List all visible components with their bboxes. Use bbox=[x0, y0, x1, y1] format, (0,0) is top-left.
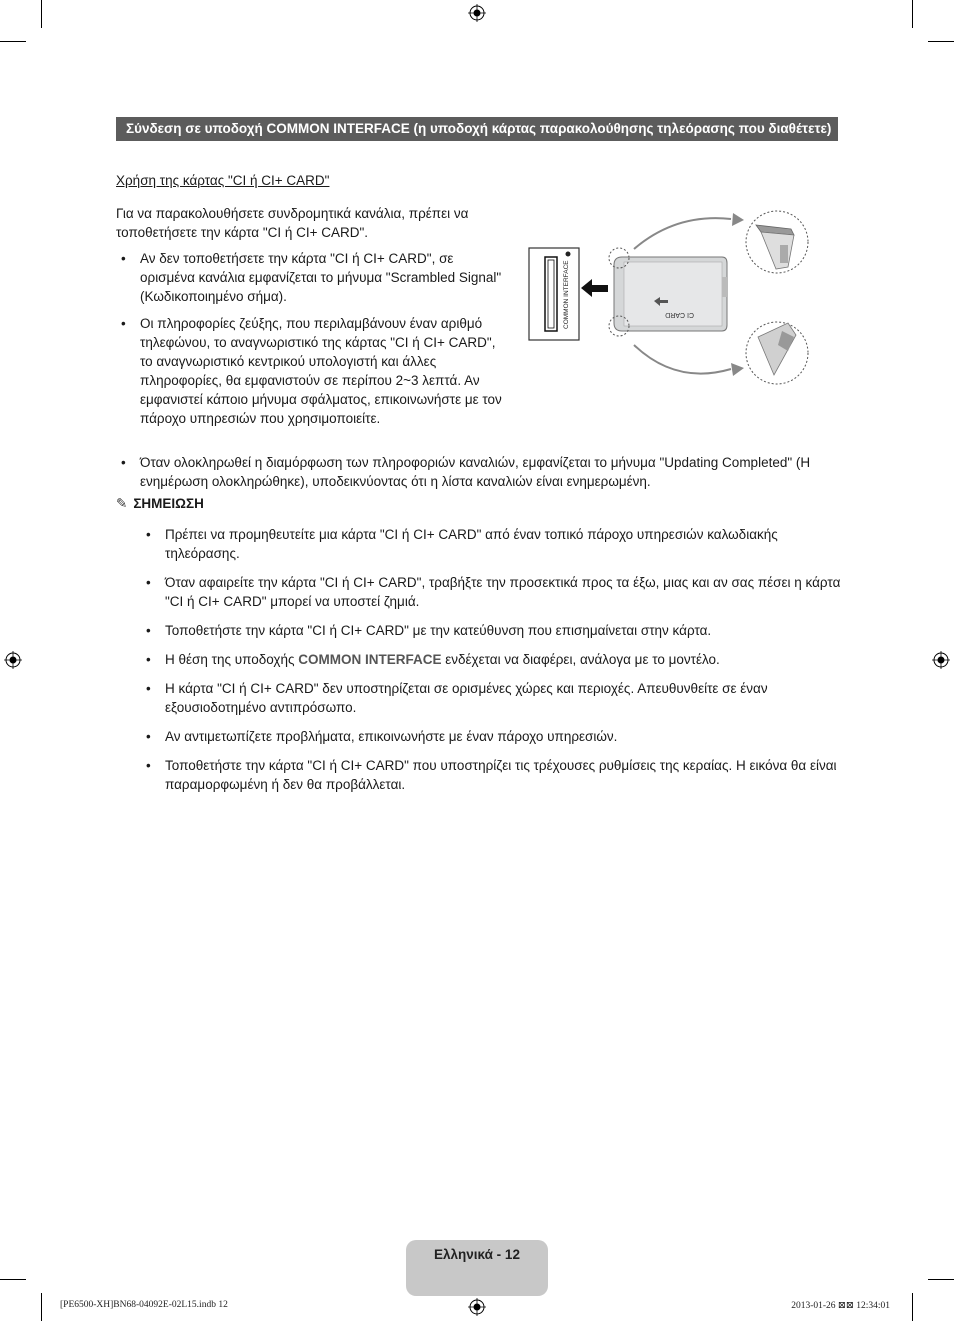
crop-mark bbox=[928, 41, 954, 42]
page-number: Ελληνικά - 12 bbox=[434, 1247, 520, 1262]
registration-mark-icon bbox=[468, 4, 486, 22]
note-heading bbox=[116, 496, 204, 512]
crop-mark bbox=[0, 41, 26, 42]
list-item: • Όταν ολοκληρωθεί η διαμόρφωση των πληροφοριών καναλιών, εμφανίζεται το μήνυμα "Updating Completed" (Η ενημέρωση ολοκληρώθηκε), υποδεικνύοντας ότι η λίστα καναλιών είναι ενημερωμένη. bbox=[116, 453, 836, 491]
ci-card-insertion-diagram bbox=[526, 205, 816, 390]
list-item-text: Η θέση της υποδοχής bbox=[165, 652, 299, 667]
imprint-right: 2013-01-26 ⊠⊠ 12:34:01 bbox=[791, 1301, 890, 1311]
slot-label: COMMON INTERFACE bbox=[563, 260, 570, 329]
crop-mark bbox=[912, 1293, 913, 1321]
pencil-icon: ✎ bbox=[116, 496, 128, 511]
crop-mark bbox=[912, 0, 913, 28]
imprint-left: [PE6500-XH]BN68-04092E-02L15.indb 12 bbox=[60, 1300, 228, 1310]
list-item: • Τοποθετήστε την κάρτα "CI ή CI+ CARD" που υποστηρίζει τις τρέχουσες ρυθμίσεις της κεραίας. Η εικόνα θα είναι παραμορφωμένη ή δεν θα προβάλλεται. bbox=[141, 756, 841, 794]
list-item: • Αν αντιμετωπίζετε προβλήματα, επικοινωνήστε με έναν πάροχο υπηρεσιών. bbox=[141, 727, 841, 746]
intro-paragraph: Για να παρακολουθήσετε συνδρομητικά κανάλια, πρέπει να τοποθετήσετε την κάρτα "CI ή CI+ CARD". bbox=[116, 206, 469, 240]
list-item: • Οι πληροφορίες ζεύξης, που περιλαμβάνουν έναν αριθμό τηλεφώνου, το αναγνωριστικό της κάρτας "CI ή CI+ CARD", το αναγνωριστικό κεντρικού υπολογιστή και άλλες πληροφορίες, θα εμφανιστούν σε περίπου 2~3 λεπτά. Αν εμφανιστεί κάποιο μήνυμα σφάλματος, επικοινωνήστε με τον πάροχο υπηρεσιών που χρησιμοποιείτε. bbox=[116, 314, 506, 428]
list-item: • Τοποθετήστε την κάρτα "CI ή CI+ CARD" με την κατεύθυνση που επισημαίνεται στην κάρτα. bbox=[141, 621, 841, 640]
crop-mark bbox=[41, 1293, 42, 1321]
list-item-text: ενδέχεται να διαφέρει, ανάλογα με το μοντέλο. bbox=[441, 652, 720, 667]
registration-mark-icon bbox=[468, 1298, 486, 1316]
note-list bbox=[141, 525, 841, 804]
registration-mark-icon bbox=[4, 651, 22, 669]
card-label: CI CARD bbox=[665, 311, 694, 318]
list-item: • Πρέπει να προμηθευτείτε μια κάρτα "CI ή CI+ CARD" από έναν τοπικό πάροχο υπηρεσιών καλωδιακής τηλεόρασης. bbox=[141, 525, 841, 563]
bullet-list bbox=[116, 453, 836, 491]
note-heading-text: ΣΗΜΕΙΩΣΗ bbox=[133, 496, 204, 511]
list-item: • Η κάρτα "CI ή CI+ CARD" δεν υποστηρίζεται σε ορισμένες χώρες και περιοχές. Απευθυνθείτε σε έναν εξουσιοδοτημένο αντιπρόσωπο. bbox=[141, 679, 841, 717]
crop-mark bbox=[41, 0, 42, 28]
crop-mark bbox=[928, 1279, 954, 1280]
list-item bbox=[141, 650, 841, 669]
list-item: • Αν δεν τοποθετήσετε την κάρτα "CI ή CI+ CARD", σε ορισμένα κανάλια εμφανίζεται το μήνυμα "Scrambled Signal" (Κωδικοποιημένο σήμα). bbox=[116, 249, 506, 306]
section-header: Σύνδεση σε υποδοχή COMMON INTERFACE (η υποδοχή κάρτας παρακολούθησης τηλεόρασης που διαθέτετε) bbox=[116, 117, 838, 141]
list-item: • Όταν αφαιρείτε την κάρτα "CI ή CI+ CARD", τραβήξτε την προσεκτικά προς τα έξω, μιας και αν σας πέσει η κάρτα "CI ή CI+ CARD" μπορεί να υποστεί ζημιά. bbox=[141, 573, 841, 611]
crop-mark bbox=[0, 1279, 26, 1280]
highlight-term: COMMON INTERFACE bbox=[298, 652, 442, 667]
subsection-title: Χρήση της κάρτας "CI ή CI+ CARD" bbox=[116, 173, 330, 188]
bullet-list bbox=[116, 249, 506, 436]
registration-mark-icon bbox=[932, 651, 950, 669]
